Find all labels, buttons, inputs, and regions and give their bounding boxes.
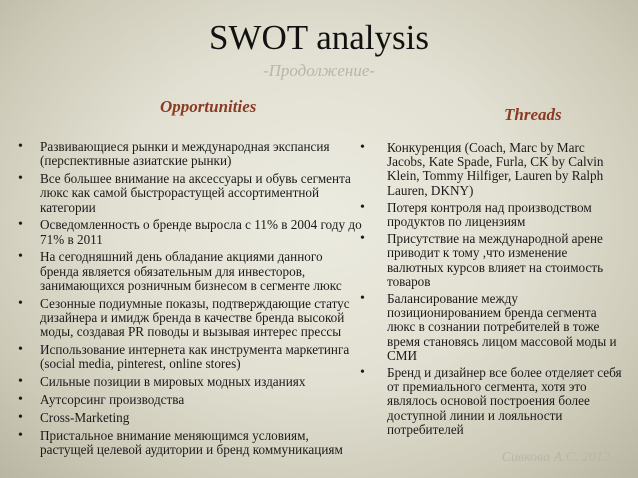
opportunity-item: • Все большее внимание на аксессуары и обувь сегмента люкс как самой быстрорастущей ассортиментной категории (18, 172, 362, 215)
thread-item: • Бренд и дизайнер все более отделяет себя от премиального сегмента, хотя это являлось основой построения более доступной линии и лояльности потребителей (360, 366, 622, 437)
opportunity-item: • Развивающиеся рынки и международная экспансия (перспективные азиатские рынки) (18, 140, 362, 168)
opportunities-heading: Opportunities (160, 97, 257, 116)
opportunity-item: • Осведомленность о бренде выросла с 11% в 2004 году до 71% в 2011 (18, 218, 362, 246)
opportunity-item: • Пристальное внимание меняющимся условиям, растущей целевой аудитории и бренд коммуникациям (18, 429, 362, 457)
slide-subtitle: -Продолжение- (262, 61, 376, 80)
opportunity-item: • Сезонные подиумные показы, подтверждающие статус дизайнера и имидж бренда в качестве бренда высокой моды, создавая PR поводы и вызывая интерес прессы (18, 297, 362, 340)
threads-list (360, 141, 622, 440)
slide-title: SWOT analysis (208, 18, 430, 57)
opportunity-item: • Использование интернета как инструмента маркетинга (social media, pinterest, online stores) (18, 343, 362, 371)
opportunity-item: • Сильные позиции в мировых модных изданиях (18, 375, 362, 389)
opportunities-list (18, 140, 362, 461)
author-footer: Сивкова А.С. 2012 (501, 450, 610, 465)
thread-item: • Конкуренция (Coach, Marc by Marc Jacobs, Kate Spade, Furla, CK by Calvin Klein, Tommy Hilfiger, Lauren by Ralph Lauren, DKNY) (360, 141, 622, 198)
opportunity-item: • На сегодняшний день обладание акциями данного бренда является обязательным для инвесторов, занимающихся розничным бизнесом в сегменте люкс (18, 250, 362, 293)
thread-item: • Присутствие на международной арене приводит к тому ,что изменение валютных курсов влияет на стоимость товаров (360, 232, 622, 289)
thread-item: • Балансирование между позиционированием бренда сегмента люкс в сознании потребителей в тоже время становясь лицом массовой моды и СМИ (360, 292, 622, 363)
threads-heading: Threads (504, 105, 562, 124)
thread-item: • Потеря контроля над производством продуктов по лицензиям (360, 201, 622, 229)
opportunity-item: • Cross-Marketing (18, 411, 362, 425)
opportunity-item: • Аутсорсинг производства (18, 393, 362, 407)
